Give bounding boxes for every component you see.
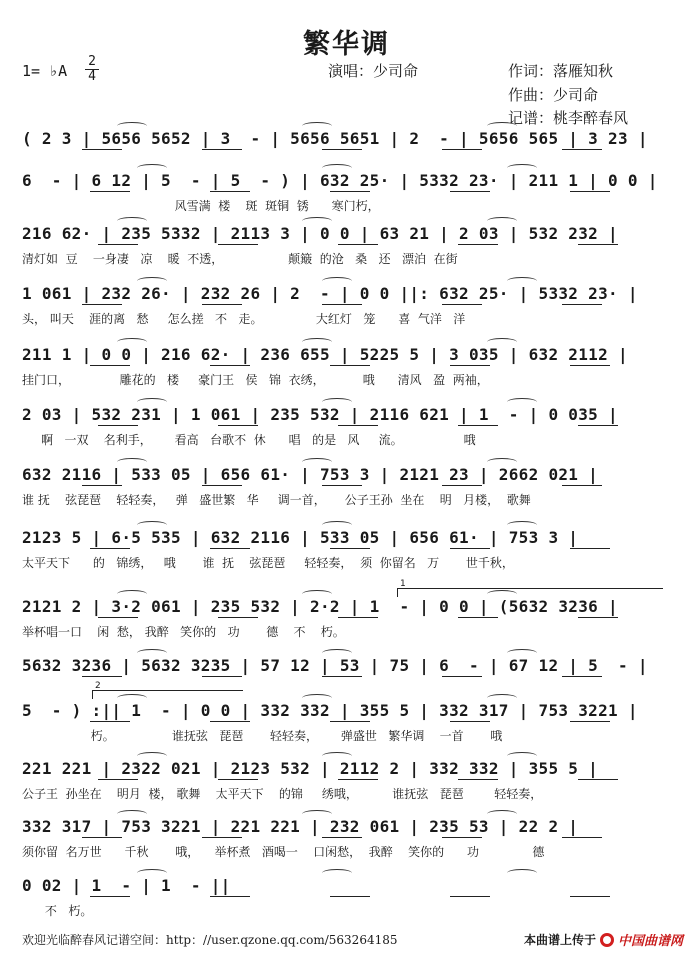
beam-underline [98,617,138,618]
beam-underline [330,548,370,549]
beam-underline [90,896,130,897]
slur-arc [487,694,517,702]
lyricist-credit: 作词：落雁知秋 [508,62,614,80]
slur-arc [487,458,517,466]
beam-underline [562,676,602,677]
song-title: 繁华调 [303,29,390,60]
footer-upload[interactable] [524,930,683,949]
beam-underline [338,244,378,245]
slur-arc [322,869,352,877]
slur-arc [322,164,352,172]
notation-line: 632 2116 | 533 05 | 656 61· | 753 3 | 2121 23 | 2662 021 | [22,465,599,484]
beam-underline [210,191,250,192]
beam-underline [82,837,122,838]
volta-label: 1 [400,579,406,589]
beam-underline [210,721,250,722]
beam-underline [330,896,370,897]
lyric-line: 清灯如 豆 一身凄 凉 暖 不透， 颠簸 的沧 桑 还 漂泊 在街 [22,252,458,266]
notation-line: 211 1 | 0 0 | 216 62· | 236 655 | 5225 5 | 3 035 | 632 2112 | [22,345,628,364]
beam-underline [578,244,618,245]
beam-underline [322,676,362,677]
lyric-line: 谁 抚 弦琵琶 轻轻奏， 弹 盛世繁 华 调一首， 公子王孙 坐在 明 月楼， 歌舞 [22,493,531,507]
slur-arc [137,869,167,877]
lyric-line: 须你留 名万世 千秋 哦， 举杯煮 酒喝一 口闲愁， 我醉 笑你的 功 德 [22,845,545,859]
slur-arc [487,338,517,346]
beam-underline [202,676,242,677]
beam-underline [450,548,490,549]
beam-underline [578,425,618,426]
volta-second-ending [92,681,243,699]
slur-arc [507,398,537,406]
beam-underline [82,676,122,677]
score-system [22,527,678,583]
notation-line: 2123 5 | 6·5 535 | 632 2116 | 533 05 | 656 61· | 753 3 | [22,528,579,547]
slur-arc [137,521,167,529]
beam-underline [202,149,242,150]
score-system [22,596,678,652]
beam-underline [450,365,490,366]
slur-arc [322,521,352,529]
slur-arc [137,752,167,760]
slur-arc [117,217,147,225]
beam-underline [330,191,370,192]
slur-arc [487,810,517,818]
beam-underline [218,425,258,426]
slur-arc [322,649,352,657]
notation-line: 6 - | 6 12 | 5 - | 5 - ) | 632 25· | 5332 23· | 211 1 | 0 0 | [22,171,658,190]
slur-arc [302,810,332,818]
score-system [22,404,678,460]
beam-underline [322,149,362,150]
beam-underline [338,425,378,426]
time-bottom: 4 [88,69,96,84]
slur-arc [137,398,167,406]
lyric-line: 太平天下 的 锦绣， 哦 谁 抚 弦琵琶 轻轻奏， 须 你留名 万 世千秋， [22,556,514,570]
slur-arc [302,122,332,130]
beam-underline [458,244,498,245]
beam-underline [338,779,378,780]
beam-underline [442,837,482,838]
beam-underline [458,617,498,618]
beam-underline [98,244,138,245]
beam-underline [330,365,370,366]
beam-underline [442,149,482,150]
slur-arc [117,590,147,598]
score-system [22,816,678,872]
score-system [22,700,678,756]
footer-welcome: 欢迎光临醉春风记谱空间：http：//user.qzone.qq.com/563264185 [22,933,398,947]
beam-underline [562,304,602,305]
lyric-line: 啊 一双 名利手， 看高 台歌不 休 唱 的是 风 流。 哦 [22,433,476,447]
composer-credit: 作曲：少司命 [508,86,599,104]
beam-underline [442,676,482,677]
beam-underline [578,779,618,780]
lyric-line: 举杯唱一口 闲 愁， 我醉 笑你的 功 德 不 朽。 [22,625,345,639]
transcriber-credit: 记谱：桃李醉春风 [508,109,629,127]
score-system [22,875,678,931]
notation-line: 332 317 | 753 3221 | 221 221 | 232 061 | 235 53 | 22 2 | [22,817,579,836]
beam-underline [458,425,498,426]
beam-underline [90,721,130,722]
lyric-line: 挂门口， 雕花的 楼 豪门王 侯 锦 衣绣， 哦 清风 盈 两袖， [22,373,489,387]
beam-underline [330,721,370,722]
slur-arc [322,277,352,285]
score-system [22,283,678,339]
beam-underline [82,304,122,305]
beam-underline [210,548,250,549]
notation-line: 216 62· | 235 5332 | 2113 3 | 0 0 | 63 21 | 2 03 | 532 232 | [22,224,618,243]
site-logo-icon [600,933,614,947]
score-system [22,344,678,400]
beam-underline [562,485,602,486]
beam-underline [578,617,618,618]
notation-line: 0 02 | 1 - | 1 - || [22,876,231,895]
volta-label: 2 [95,681,101,691]
slur-arc [507,164,537,172]
beam-underline [82,485,122,486]
lyric-line: 不 朽。 [22,904,93,918]
beam-underline [322,837,362,838]
slur-arc [507,521,537,529]
notation-line: 2121 2 | 3·2 061 | 235 532 | 2·2 | 1 - | 0 0 | (5632 3236 | [22,597,618,616]
notation-line: 5632 3236 | 5632 3235 | 57 12 | 53 | 75 | 6 - | 67 12 | 5 - | [22,656,648,675]
beam-underline [458,779,498,780]
score-system [22,464,678,520]
beam-underline [570,721,610,722]
uploaded-by-label: 本曲谱上传于 [523,933,596,947]
score-system [22,223,678,279]
key-signature: 1= ♭A [22,62,68,80]
beam-underline [322,304,362,305]
singer-credit: 演唱：少司命 [328,62,419,80]
lyric-line: 公子王 孙坐在 明月 楼， 歌舞 太平天下 的锦 绣哦， 谁抚弦 琵琶 轻轻奏， [22,787,543,801]
notation-line: 1 061 | 232 26· | 232 26 | 2 - | 0 0 ||: 632 25· | 5332 23· | [22,284,638,303]
score-system [22,758,678,814]
slur-arc [487,122,517,130]
notation-line: 221 221 | 2322 021 | 2123 532 | 2112 2 | 332 332 | 355 5 | [22,759,599,778]
slur-arc [507,752,537,760]
slur-arc [507,869,537,877]
beam-underline [570,896,610,897]
slur-arc [137,164,167,172]
time-signature [85,55,99,84]
beam-underline [218,244,258,245]
site-name[interactable]: 中国曲谱网 [617,934,683,949]
beam-underline [202,485,242,486]
slur-arc [117,122,147,130]
slur-arc [507,649,537,657]
beam-underline [218,617,258,618]
beam-underline [98,779,138,780]
lyric-line: 头， 叫天 涯的离 愁 怎么搓 不 走。 大红灯 笼 喜 气洋 洋 [22,312,466,326]
slur-arc [322,398,352,406]
slur-arc [137,277,167,285]
beam-underline [202,304,242,305]
beam-underline [98,425,138,426]
slur-arc [117,458,147,466]
slur-arc [302,338,332,346]
beam-underline [82,149,122,150]
volta-first-ending [397,579,663,597]
slur-arc [117,338,147,346]
lyric-line: 风雪满 楼 斑 斑铜 锈 寒门朽， [22,199,380,213]
beam-underline [450,896,490,897]
beam-underline [218,779,258,780]
notation-line: ( 2 3 | 5656 5652 | 3 - | 5656 5651 | 2 - | 5656 565 | 3 23 | [22,129,648,148]
beam-underline [450,721,490,722]
beam-underline [570,548,610,549]
beam-underline [570,365,610,366]
time-top: 2 [88,54,96,69]
slur-arc [302,590,332,598]
notation-line: 2 03 | 532 231 | 1 061 | 235 532 | 2116 621 | 1 - | 0 035 | [22,405,618,424]
slur-arc [137,649,167,657]
slur-arc [302,694,332,702]
beam-underline [210,896,250,897]
beam-underline [202,837,242,838]
slur-arc [487,217,517,225]
lyric-line: 朽。 谁抚弦 琵琶 轻轻奏， 弹盛世 繁华调 一首 哦 [22,729,503,743]
beam-underline [450,191,490,192]
beam-underline [210,365,250,366]
beam-underline [90,548,130,549]
slur-arc [302,458,332,466]
slur-arc [507,277,537,285]
notation-line: 5 - ) :|| 1 - | 0 0 | 332 332 | 355 5 | 332 317 | 753 3221 | [22,701,638,720]
beam-underline [562,837,602,838]
beam-underline [442,485,482,486]
beam-underline [322,485,362,486]
slur-arc [117,810,147,818]
beam-underline [442,304,482,305]
beam-underline [570,191,610,192]
slur-arc [322,752,352,760]
beam-underline [338,617,378,618]
beam-underline [90,365,130,366]
beam-underline [90,191,130,192]
slur-arc [302,217,332,225]
beam-underline [562,149,602,150]
